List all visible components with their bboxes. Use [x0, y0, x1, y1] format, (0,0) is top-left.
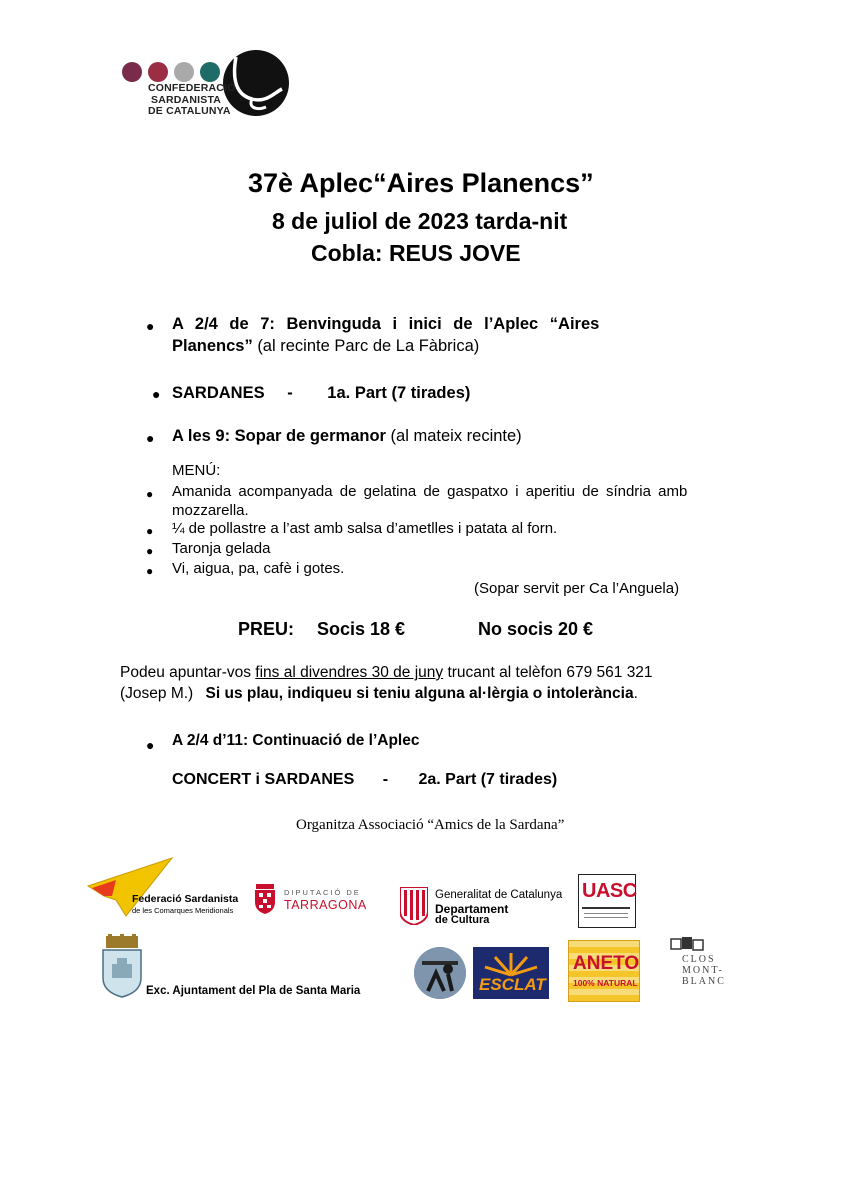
- clos-line-3: BLANC: [682, 976, 726, 987]
- logo-line-3: DE CATALUNYA: [148, 105, 231, 117]
- diputacio-tarragona-logo: [254, 884, 370, 916]
- event-date: 8 de juliol de 2023 tarda-nit: [272, 208, 568, 234]
- clos-line-1: CLOS: [682, 954, 716, 965]
- signup-line-2: [120, 685, 638, 703]
- logo-dot-2: [148, 62, 168, 82]
- federacio-name: Federació Sardanista: [132, 893, 239, 905]
- signup-text-1: Podeu apuntar-vos: [120, 664, 256, 681]
- menu-label: MENÚ:: [172, 462, 221, 479]
- welcome-line-2: [172, 335, 728, 357]
- ajuntament-name: Exc. Ajuntament del Pla de Santa Maria: [146, 985, 361, 997]
- menu-item-chicken: ¼ de pollastre a l’ast amb salsa d’ametlles i patata al forn.: [172, 520, 558, 537]
- dinner-location: (al mateix recinte): [390, 427, 522, 445]
- generalitat-flag-icon: [400, 887, 428, 925]
- generalitat-line-1: Generalitat de Catalunya: [435, 889, 563, 901]
- uasc-subtitle-lines: [584, 913, 628, 914]
- logo-line-1: CONFEDERACIÓ: [148, 82, 236, 94]
- program-item-concert: [172, 771, 557, 789]
- dancers-icon: [414, 947, 466, 999]
- signup-allergy-note: Si us plau, indiqueu si teniu alguna al·lèrgia o intolerància: [205, 685, 634, 702]
- bullet-icon: ●: [146, 318, 155, 334]
- aneto-logo: [568, 940, 640, 1002]
- bullet-icon: ●: [146, 524, 154, 538]
- menu-item-salad-cont: mozzarella.: [172, 502, 249, 519]
- sardanes-part: 1a. Part (7 tirades): [327, 384, 471, 402]
- crown-shield-icon: [100, 934, 144, 998]
- diputacio-line-1: DIPUTACIÓ DE: [284, 888, 361, 897]
- logo-dot-3: [174, 62, 194, 82]
- bullet-icon: ●: [146, 737, 155, 753]
- uasc-text: UASC: [582, 880, 637, 902]
- association-circle-logo: [414, 947, 466, 999]
- signup-deadline: fins al divendres 30 de juny: [255, 664, 444, 681]
- sunburst-icon: [473, 949, 549, 977]
- organizer-line: Organitza Associació “Amics de la Sardana”: [296, 817, 565, 833]
- uasc-underline: [582, 907, 630, 909]
- sardanes-dash: -: [287, 384, 293, 402]
- program-item-sardanes-1: [172, 382, 470, 404]
- price-label: PREU:: [238, 619, 295, 639]
- signup-period: .: [633, 685, 638, 702]
- diputacio-line-2: TARRAGONA: [284, 898, 367, 912]
- welcome-line-1: A 2/4 de 7: Benvinguda i inici de l’Aplec “Aires: [172, 315, 600, 333]
- bullet-icon: ●: [146, 487, 154, 501]
- program-item-dinner: [172, 425, 522, 447]
- sardanes-label: SARDANES: [172, 384, 265, 402]
- diputacio-shield-icon: [254, 884, 276, 914]
- esclat-text: ESCLAT: [479, 975, 546, 994]
- menu-served-by: (Sopar servit per Ca l’Anguela): [474, 580, 680, 597]
- welcome-location: (al recinte Parc de La Fàbrica): [257, 337, 480, 355]
- signup-contact: (Josep M.): [120, 685, 194, 702]
- signup-phone: trucant al telèfon 679 561 321: [443, 664, 653, 681]
- concert-label: CONCERT i SARDANES: [172, 771, 355, 788]
- concert-dash: -: [382, 771, 389, 788]
- event-cobla: Cobla: REUS JOVE: [311, 240, 521, 266]
- logo-dot-1: [122, 62, 142, 82]
- program-item-continuation: A 2/4 d’11: Continuació de l’Aplec: [172, 732, 420, 749]
- bullet-icon: ●: [146, 544, 154, 558]
- federacio-region: de les Comarques Meridionals: [132, 906, 234, 915]
- uasc-logo: [578, 874, 636, 928]
- concert-part: 2a. Part (7 tirades): [418, 771, 558, 788]
- price-members: Socis 18 €: [317, 619, 406, 639]
- esclat-logo: [473, 947, 549, 999]
- signup-line-1: [120, 664, 653, 682]
- bullet-icon: ●: [146, 564, 154, 578]
- generalitat-line-2: Departament: [435, 902, 509, 916]
- aneto-text: ANETO: [573, 953, 640, 974]
- logo-line-2: SARDANISTA: [151, 93, 222, 106]
- dinner-label: A les 9: Sopar de germanor: [172, 427, 386, 445]
- program-item-welcome: [172, 313, 728, 357]
- event-title: 37è Aplec“Aires Planencs”: [248, 168, 594, 198]
- menu-item-drinks: Vi, aigua, pa, cafè i gotes.: [172, 560, 345, 577]
- logo-dot-4: [200, 62, 220, 82]
- menu-item-salad: Amanida acompanyada de gelatina de gaspatxo i aperitiu de síndria amb: [172, 483, 688, 500]
- generalitat-line-3: de Cultura: [435, 914, 490, 926]
- generalitat-logo: [400, 887, 563, 927]
- ajuntament-crest: [100, 934, 144, 998]
- welcome-planencs: Planencs”: [172, 337, 253, 355]
- federacio-sardanista-logo: [86, 856, 246, 920]
- bullet-icon: ●: [152, 386, 161, 402]
- clos-line-2: MONT-: [682, 965, 724, 976]
- menu-item-orange: Taronja gelada: [172, 540, 271, 557]
- confederacio-name: [148, 83, 236, 118]
- bullet-icon: ●: [146, 430, 155, 446]
- price-non-members: No socis 20 €: [478, 619, 594, 639]
- aneto-tagline: 100% NATURAL: [573, 978, 638, 988]
- clos-emblem-icon: [670, 936, 704, 954]
- clos-montblanc-logo: [668, 936, 728, 992]
